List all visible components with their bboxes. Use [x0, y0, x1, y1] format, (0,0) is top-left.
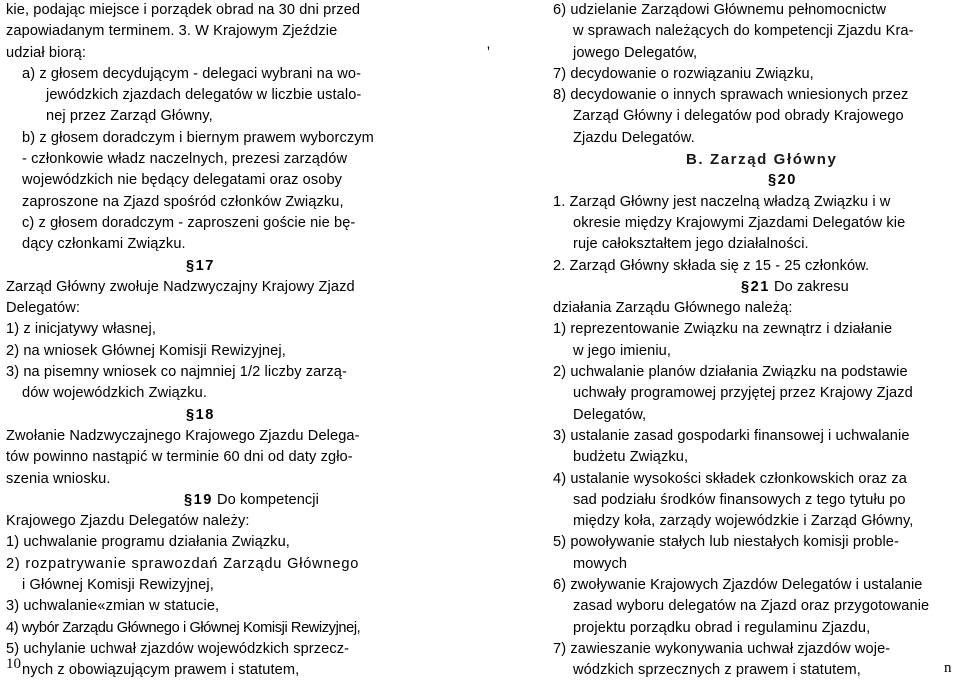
section-number: §17 [186, 257, 215, 274]
text-line: 3) uchwalanie«zmian w statucie, [6, 598, 220, 615]
text-line: 2) rozpatrywanie sprawozdań Zarządu Głównego [6, 555, 360, 572]
section-number: §20 [768, 172, 797, 189]
text-line: 7) zawieszanie wykonywania uchwał zjazdów woje- [553, 640, 891, 657]
text-line: 3) ustalanie zasad gospodarki finansowej i uchwalanie [553, 427, 910, 444]
text-line: 5) uchylanie uchwał zjazdów wojewódzkich sprzecz- [6, 640, 350, 657]
text-line: Delegatów: [6, 300, 81, 317]
text-line: ruje całokształtem jego działalności. [573, 236, 809, 253]
right-column [553, 0, 958, 682]
text-line: 6) udzielanie Zarządowi Głównemu pełnomocnictw [553, 2, 887, 18]
section-heading [553, 277, 958, 298]
section-number: §19 [184, 491, 213, 508]
text-line: w sprawach należących do kompetencji Zjazdu Kra- [573, 23, 914, 40]
chapter-heading [553, 149, 958, 170]
text-line: 1) reprezentowanie Związku na zewnątrz i działanie [553, 321, 893, 338]
text-line: 1. Zarząd Główny jest naczelną władzą Związku i w [553, 193, 891, 210]
section-heading-text: Do zakresu [769, 278, 849, 295]
chapter-heading-text: B. Zarząd Główny [686, 151, 838, 169]
text-line: zapowiadanym terminem. 3. W Krajowym Zjeździe [6, 23, 338, 40]
text-line: jowego Delegatów, [573, 44, 698, 61]
section-number: §18 [186, 406, 215, 423]
text-line: 5) powoływanie stałych lub niestałych komisji proble- [553, 534, 899, 551]
text-line: a) z głosem decydującym - delegaci wybrani na wo- [22, 65, 362, 82]
section-heading [6, 490, 420, 511]
text-line: 8) decydowanie o innych sprawach wniesionych przez [553, 87, 909, 104]
text-line: budżetu Związku, [573, 449, 689, 466]
section-heading [6, 256, 420, 277]
text-line: 1) uchwalanie programu działania Związku, [6, 534, 290, 551]
corner-mark: n [944, 660, 952, 676]
text-line: Zarząd Główny i delegatów pod obrady Krajowego [573, 108, 904, 125]
section-heading [553, 170, 958, 191]
left-column [6, 0, 420, 682]
text-line: 7) decydowanie o rozwiązaniu Związku, [553, 65, 814, 82]
stray-mark: ' [487, 44, 490, 61]
text-line: 2. Zarząd Główny składa się z 15 - 25 członków. [553, 257, 870, 274]
text-line: mowych [573, 555, 628, 572]
text-line: wódzkich sprzecznych z prawem i statutem, [573, 662, 861, 679]
section-heading-text: Do kompetencji [212, 491, 319, 508]
text-line: dący członkami Związku. [22, 236, 186, 253]
text-line: szenia wniosku. [6, 470, 111, 487]
text-line: 4) wybór Zarządu Głównego i Głównej Komisji Rewizyjnej, [6, 619, 361, 636]
text-line: c) z głosem doradczym - zaproszeni goście nie bę- [22, 214, 356, 231]
text-line: działania Zarządu Głównego należą: [553, 300, 793, 317]
text-line: uchwały programowej przyjętej przez Krajowy Zjazd [573, 385, 913, 402]
text-line: kie, podając miejsce i porządek obrad na 30 dni przed [6, 2, 361, 18]
text-line: 6) zwoływanie Krajowych Zjazdów Delegatów i ustalanie [553, 577, 923, 594]
text-line: Zwołanie Nadzwyczajnego Krajowego Zjazdu Delega- [6, 427, 360, 444]
text-line: 2) na wniosek Głównej Komisji Rewizyjnej, [6, 342, 286, 359]
text-line: wojewódzkich nie będący delegatami oraz osoby [22, 172, 343, 189]
text-line: zaproszone na Zjazd spośród członków Związku, [22, 193, 344, 210]
text-line: sad podziału środków finansowych z tego tytułu po [573, 491, 906, 508]
text-line: w jego imieniu, [573, 342, 672, 359]
section-heading [6, 405, 420, 426]
text-line: 4) ustalanie wysokości składek członkowskich oraz za [553, 470, 907, 487]
text-line: b) z głosem doradczym i biernym prawem wyborczym [22, 129, 374, 146]
text-line: okresie między Krajowymi Zjazdami Delegatów kie [573, 214, 906, 231]
page-number: 10 [6, 656, 21, 672]
text-line: 2) uchwalanie planów działania Związku na podstawie [553, 364, 908, 381]
text-line: Zjazdu Delegatów. [573, 129, 695, 146]
text-line: udział biorą: [6, 44, 86, 61]
text-line: Delegatów, [573, 406, 647, 423]
text-line: między koła, zarządy wojewódzkie i Zarząd Główny, [573, 513, 914, 530]
text-line: projektu porządku obrad i regulaminu Zjazdu, [573, 619, 871, 636]
text-line: Zarząd Główny zwołuje Nadzwyczajny Krajowy Zjazd [6, 278, 355, 295]
text-line: zasad wyboru delegatów na Zjazd oraz przygotowanie [573, 598, 930, 615]
text-line: 3) na pisemny wniosek co najmniej 1/2 liczby zarzą- [6, 364, 347, 381]
text-line: i Głównej Komisji Rewizyjnej, [22, 577, 214, 594]
text-line: nej przez Zarząd Główny, [46, 108, 213, 125]
text-line: - członkowie władz naczelnych, prezesi zarządów [22, 151, 348, 168]
text-line: jewódzkich zjazdach delegatów w liczbie ustalo- [46, 87, 362, 104]
text-line: nych z obowiązującym prawem i statutem, [22, 662, 300, 679]
section-number: §21 [741, 278, 770, 295]
text-line: dów wojewódzkich Związku. [22, 385, 207, 402]
text-line: tów powinno nastąpić w terminie 60 dni od daty zgło- [6, 449, 353, 466]
text-line: 1) z inicjatywy własnej, [6, 321, 157, 338]
text-line: Krajowego Zjazdu Delegatów należy: [6, 513, 250, 530]
